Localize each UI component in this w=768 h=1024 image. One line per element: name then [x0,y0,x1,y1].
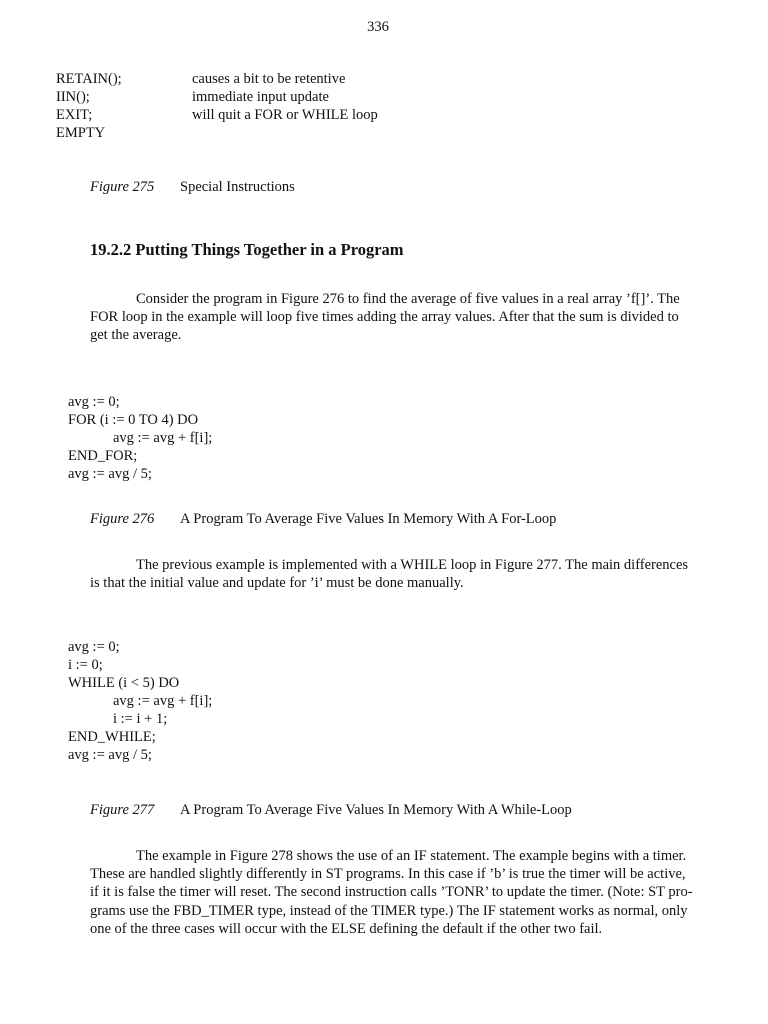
code-line: i := 0; [68,657,103,673]
paragraph-line: grams use the FBD_TIMER type, instead of the TIMER type.) The IF statement works as normal, only [90,902,688,919]
code-line: i := i + 1; [113,711,168,727]
paragraph-line: These are handled slightly differently in ST programs. In this case if ’b’ is true the timer will be active, [90,866,686,883]
code-line: avg := avg + f[i]; [113,430,213,446]
body-paragraph [90,290,712,345]
paragraph-line: is that the initial value and update for ’i’ must be done manually. [90,575,464,592]
figure-label: Figure 275 [90,179,155,195]
paragraph-line: get the average. [90,327,182,344]
section-heading: 19.2.2 Putting Things Together in a Program [90,240,404,259]
paragraph-line: The example in Figure 278 shows the use of an IF statement. The example begins with a timer. [136,848,687,864]
paragraph-line: FOR loop in the example will loop five times adding the array values. After that the sum is divided to [90,309,679,326]
code-line: avg := avg / 5; [68,747,152,763]
figure-label: Figure 276 [90,511,155,527]
code-line: END_WHILE; [68,729,156,745]
page-number: 336 [367,19,389,35]
paragraph-line: one of the three cases will occur with the ELSE defining the default if the other two fail. [90,920,603,937]
figure-title: A Program To Average Five Values In Memory With A While-Loop [180,802,572,818]
instruction-name: IIN(); [56,89,90,105]
instruction-name: EXIT; [56,107,93,123]
figure-label: Figure 277 [90,802,155,818]
body-paragraph [90,556,712,592]
code-line: WHILE (i < 5) DO [68,675,180,691]
code-line: avg := 0; [68,394,120,410]
paragraph-line: if it is false the timer will reset. The second instruction calls ’TONR’ to update the timer. (Note: ST pro- [90,884,693,901]
code-line: avg := avg / 5; [68,466,152,482]
body-paragraph [90,847,712,938]
code-line: avg := 0; [68,639,120,655]
figure-title: A Program To Average Five Values In Memory With A For-Loop [180,511,557,527]
instruction-desc: will quit a FOR or WHILE loop [192,107,378,123]
instruction-name: RETAIN(); [56,71,122,87]
code-line: FOR (i := 0 TO 4) DO [68,412,199,428]
instruction-name: EMPTY [56,125,106,141]
paragraph-line: Consider the program in Figure 276 to find the average of five values in a real array ’f[]’. The [136,291,680,307]
figure-title: Special Instructions [180,179,295,195]
code-line: END_FOR; [68,448,138,464]
instruction-desc: causes a bit to be retentive [192,71,346,87]
paragraph-line: The previous example is implemented with a WHILE loop in Figure 277. The main differences [136,557,689,573]
code-line: avg := avg + f[i]; [113,693,213,709]
instruction-desc: immediate input update [192,89,329,105]
